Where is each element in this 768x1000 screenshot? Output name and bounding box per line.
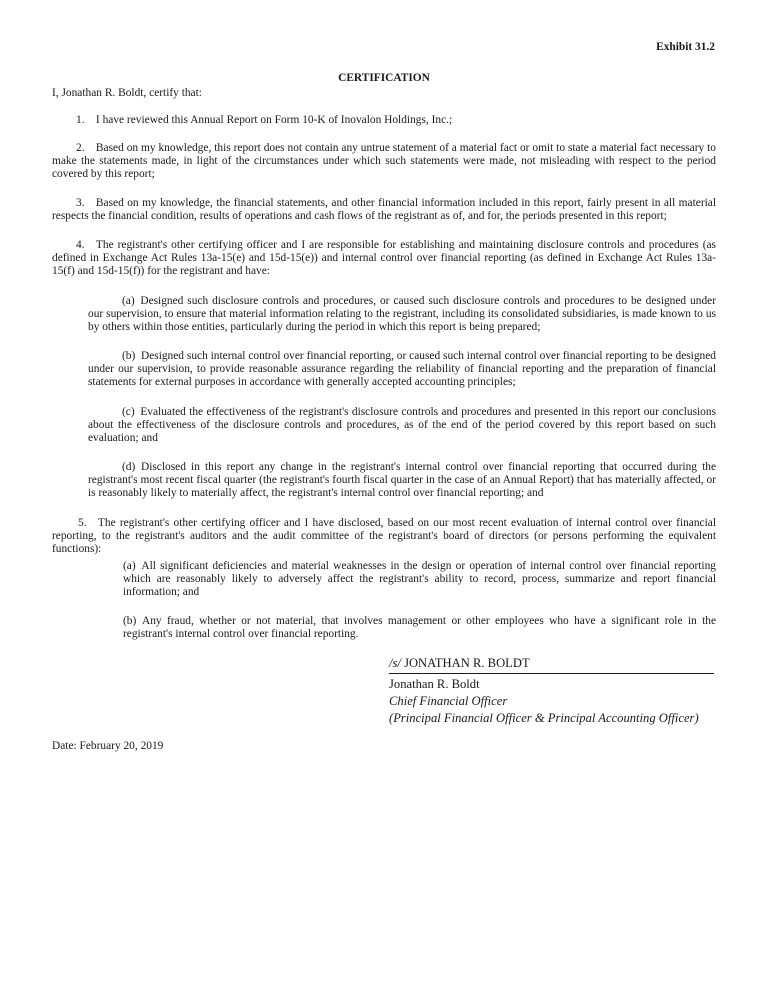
- certification-item-5b: (b) Any fraud, whether or not material, that involves management or other employees who have a significant role in the registrant's internal control over financial reporting.: [123, 615, 716, 641]
- signer-role: (Principal Financial Officer & Principal Accounting Officer): [389, 711, 699, 725]
- signature-name: JONATHAN R. BOLDT: [404, 656, 530, 670]
- certification-item-3: 3. Based on my knowledge, the financial statements, and other financial information included in this report, fairly present in all material respects the financial condition, results of operations and cash flows of the registrant as of, and for, the periods presented in this report;: [52, 197, 716, 223]
- signature-block: [389, 655, 714, 727]
- certification-item-4b: (b) Designed such internal control over financial reporting, or caused such internal control over financial reporting to be designed under our supervision, to provide reasonable assurance regarding the reliability of financial reporting and the preparation of financial statements for external purposes in accordance with generally accepted accounting principles;: [88, 350, 716, 389]
- page-title: CERTIFICATION: [338, 72, 430, 84]
- signature-date: Date: February 20, 2019: [52, 740, 164, 752]
- intro-statement: I, Jonathan R. Boldt, certify that:: [52, 87, 202, 99]
- certification-item-4a: (a) Designed such disclosure controls and procedures, or caused such disclosure controls and procedures to be designed under our supervision, to ensure that material information relating to the registrant, including its consolidated subsidiaries, is made known to us by others within those entities, particularly during the period in which this report is being prepared;: [88, 295, 716, 334]
- certification-item-4c: (c) Evaluated the effectiveness of the registrant's disclosure controls and procedures and presented in this report our conclusions about the effectiveness of the disclosure controls and procedures, as of the end of the period covered by this report based on such evaluation; and: [88, 406, 716, 445]
- signature-prefix: /s/: [389, 656, 401, 670]
- certification-item-1: 1. I have reviewed this Annual Report on Form 10-K of Inovalon Holdings, Inc.;: [76, 114, 453, 126]
- signature-line: [389, 655, 714, 674]
- certification-item-2: 2. Based on my knowledge, this report does not contain any untrue statement of a material fact or omit to state a material fact necessary to make the statements made, in light of the circumstances under which such statements were made, not misleading with respect to the period covered by this report;: [52, 142, 716, 181]
- certification-item-4d: (d) Disclosed in this report any change in the registrant's internal control over financial reporting that occurred during the registrant's most recent fiscal quarter (the registrant's fourth fiscal quarter in the case of an Annual Report) that has materially affected, or is reasonably likely to materially affect, the registrant's internal control over financial reporting; and: [88, 461, 716, 500]
- certification-item-5: 5. The registrant's other certifying officer and I have disclosed, based on our most recent evaluation of internal control over financial reporting, to the registrant's auditors and the audit committee of the registrant's board of directors (or persons performing the equivalent functions):: [52, 517, 716, 556]
- certification-item-5a: (a) All significant deficiencies and material weaknesses in the design or operation of internal control over financial reporting which are reasonably likely to adversely affect the registrant's ability to record, process, summarize and report financial information; and: [123, 560, 716, 599]
- signer-name: Jonathan R. Boldt: [389, 677, 480, 691]
- exhibit-label: Exhibit 31.2: [656, 41, 715, 53]
- signer-title: Chief Financial Officer: [389, 694, 508, 708]
- certification-item-4: 4. The registrant's other certifying officer and I are responsible for establishing and maintaining disclosure controls and procedures (as defined in Exchange Act Rules 13a-15(e) and 15d-15(e)) and internal control over financial reporting (as defined in Exchange Act Rules 13a-15(f) and 15d-15(f)) for the registrant and have:: [52, 239, 716, 278]
